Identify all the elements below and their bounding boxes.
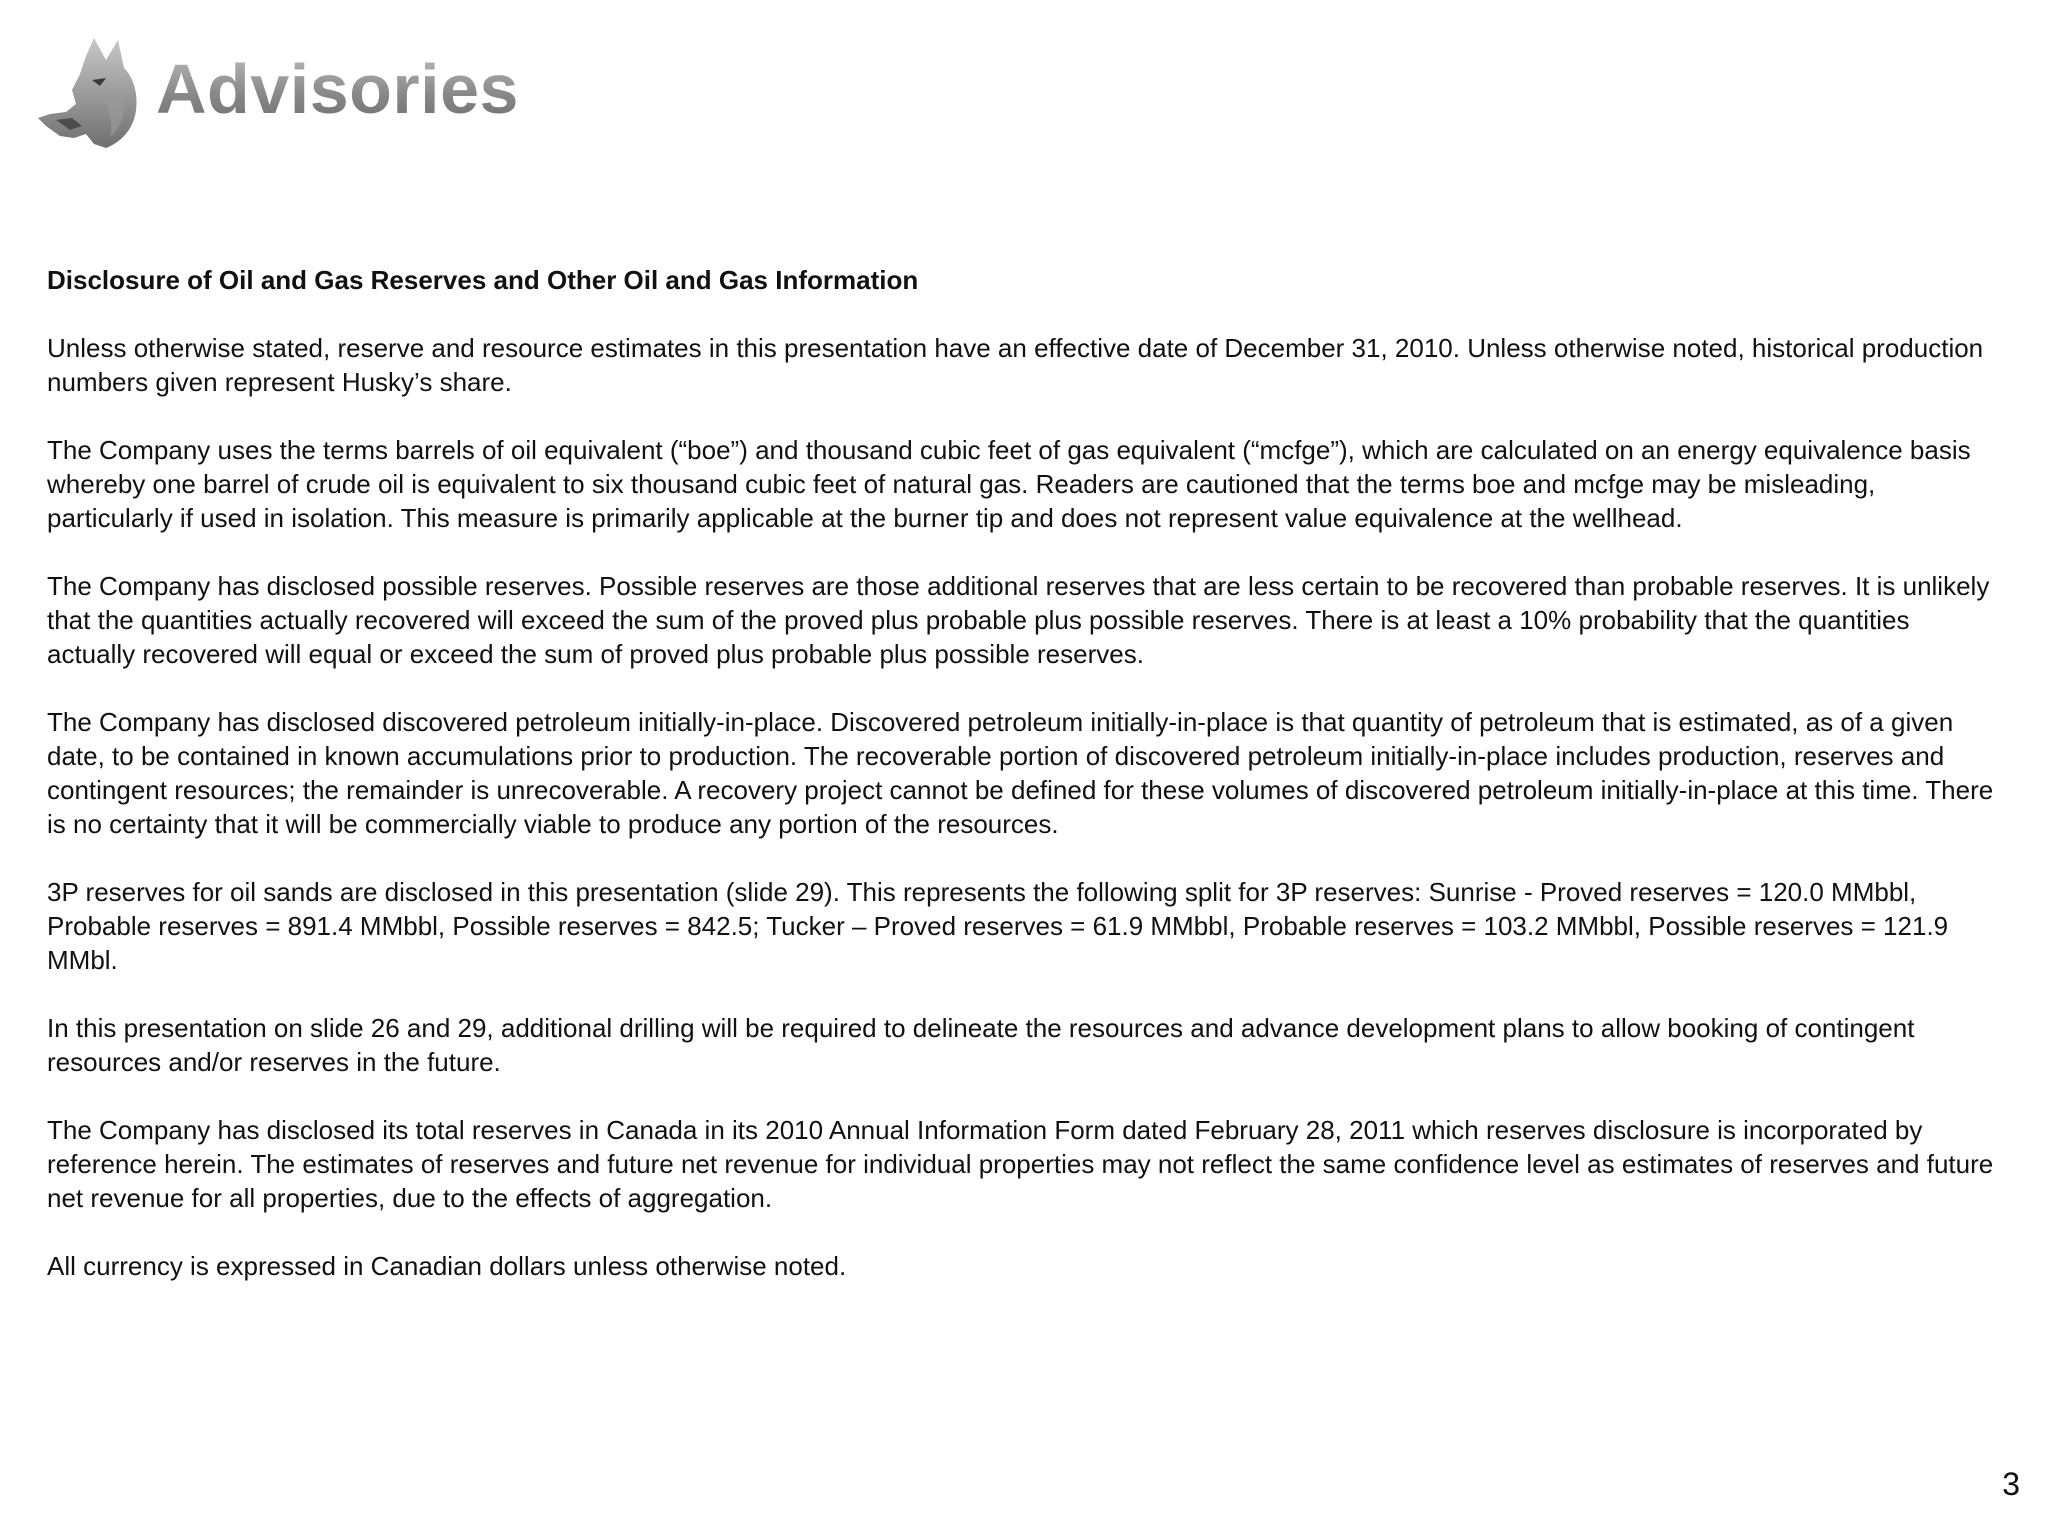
- page-number: 3: [2002, 1466, 2020, 1502]
- husky-dog-head-icon: [36, 34, 142, 150]
- paragraph-total-reserves-canada: The Company has disclosed its total reserves in Canada in its 2010 Annual Information Form dated February 28, 2011 which reserves disclosure is incorporated by reference herein. The estimates of reserves and future net revenue for individual properties may not reflect the same confidence level as estimates of reserves and future net revenue for all properties, due to the effects of aggregation.: [47, 1115, 1994, 1213]
- paragraph-effective-date: Unless otherwise stated, reserve and resource estimates in this presentation have an effective date of December 31, 2010. Unless otherwise noted, historical production numbers given represent Husky’s share.: [47, 333, 1984, 397]
- section-heading: Disclosure of Oil and Gas Reserves and Other Oil and Gas Information: [47, 265, 919, 295]
- paragraph-discovered-petroleum: The Company has disclosed discovered petroleum initially-in-place. Discovered petroleum initially-in-place is that quantity of petroleum that is estimated, as of a given date, to be contained in known accumulations prior to production. The recoverable portion of discovered petroleum initially-in-place includes production, reserves and contingent resources; the remainder is unrecoverable. A recovery project cannot be defined for these volumes of discovered petroleum initially-in-place at this time. There is no certainty that it will be commercially viable to produce any portion of the resources.: [47, 707, 1994, 839]
- advisories-body: [47, 263, 1997, 1317]
- paragraph-additional-drilling: In this presentation on slide 26 and 29, additional drilling will be required to delineate the resources and advance development plans to allow booking of contingent resources and/or reserves in the future.: [47, 1013, 1915, 1077]
- paragraph-boe-mcfge: The Company uses the terms barrels of oil equivalent (“boe”) and thousand cubic feet of gas equivalent (“mcfge”), which are calculated on an energy equivalence basis whereby one barrel of crude oil is equivalent to six thousand cubic feet of natural gas. Readers are cautioned that the terms boe and mcfge may be misleading, particularly if used in isolation. This measure is primarily applicable at the burner tip and does not represent value equivalence at the wellhead.: [47, 435, 1971, 533]
- paragraph-3p-reserves: 3P reserves for oil sands are disclosed in this presentation (slide 29). This represents the following split for 3P reserves: Sunrise - Proved reserves = 120.0 MMbbl, Probable reserves = 891.4 MMbbl, Possible reserves = 842.5; Tucker – Proved reserves = 61.9 MMbbl, Probable reserves = 103.2 MMbbl, Possible reserves = 121.9 MMbl.: [47, 877, 1949, 975]
- paragraph-currency: All currency is expressed in Canadian dollars unless otherwise noted.: [47, 1251, 847, 1281]
- slide-header: [36, 32, 519, 152]
- slide-title: Advisories: [156, 50, 519, 128]
- paragraph-possible-reserves: The Company has disclosed possible reserves. Possible reserves are those additional reserves that are less certain to be recovered than probable reserves. It is unlikely that the quantities actually recovered will exceed the sum of the proved plus probable plus possible reserves. There is at least a 10% probability that the quantities actually recovered will equal or exceed the sum of proved plus probable plus possible reserves.: [47, 571, 1990, 669]
